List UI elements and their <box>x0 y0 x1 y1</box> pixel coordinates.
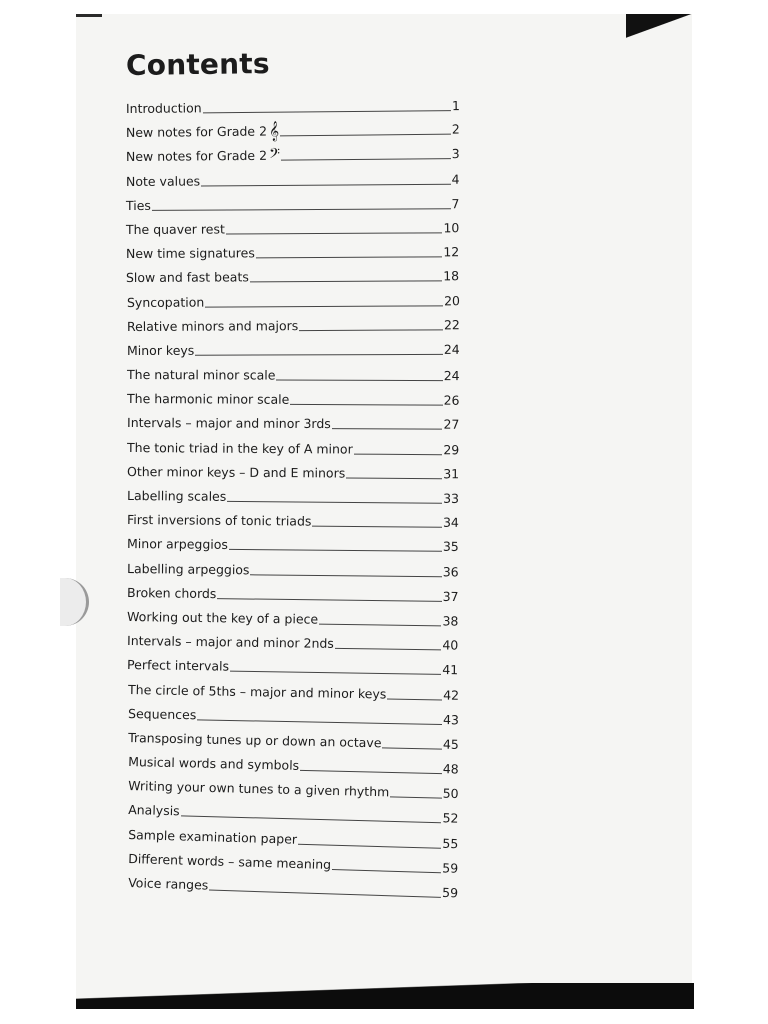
page-edge-shadow <box>76 14 102 17</box>
toc-entry-label: Sequences <box>127 705 197 722</box>
toc-entry-label: Broken chords <box>127 584 217 601</box>
toc-page-number: 27 <box>443 416 460 432</box>
toc-entry-label: Introduction <box>125 99 202 116</box>
toc-page-number: 45 <box>442 735 459 752</box>
toc-entry-label: The natural minor scale <box>126 366 276 383</box>
toc-entry-label: Ties <box>126 197 152 213</box>
toc-leader-line <box>276 380 442 382</box>
toc-leader-line <box>280 134 451 137</box>
toc-leader-line <box>250 281 442 283</box>
toc-entry-label: First inversions of tonic triads <box>127 511 312 529</box>
toc-entry <box>126 215 459 237</box>
toc-leader-line <box>203 110 451 113</box>
toc-page-number: 33 <box>443 490 460 506</box>
toc-leader-line <box>312 526 442 528</box>
toc-entry-label: Different words – same meaning <box>127 850 332 872</box>
toc-entry-label: Intervals – major and minor 2nds <box>127 632 335 651</box>
toc-entry-label: New time signatures <box>126 244 256 261</box>
toc-leader-line <box>387 698 442 700</box>
toc-entry-label: Minor arpeggios <box>127 535 229 552</box>
toc-entry-label: Voice ranges <box>128 874 209 893</box>
toc-entry-label: Sample examination paper <box>127 826 298 846</box>
toc-page-number: 24 <box>443 341 460 357</box>
toc-entry-label: The circle of 5ths – major and minor keys <box>127 681 386 701</box>
toc-page-number: 7 <box>451 195 460 211</box>
toc-page-number: 48 <box>442 760 459 777</box>
toc-page-number: 2 <box>451 121 460 137</box>
toc-leader-line <box>382 747 441 749</box>
toc-leader-line <box>354 453 443 455</box>
toc-leader-line <box>332 869 441 873</box>
toc-entry <box>126 117 460 140</box>
toc-page-number: 22 <box>443 316 460 332</box>
toc-entry <box>126 191 460 213</box>
toc-leader-line <box>332 429 443 431</box>
toc-leader-line <box>251 574 442 577</box>
toc-entry <box>127 483 459 506</box>
toc-leader-line <box>319 624 441 627</box>
toc-entry <box>127 386 460 408</box>
toc-leader-line <box>152 208 451 211</box>
toc-entry-label: The tonic triad in the key of A minor <box>126 439 353 456</box>
toc-entry-label: Minor keys <box>126 342 194 358</box>
toc-entry <box>126 93 460 116</box>
toc-leader-line <box>229 549 442 552</box>
page-title: Contents <box>125 46 270 83</box>
toc-entry <box>127 531 459 554</box>
toc-entry-label: Working out the key of a piece <box>127 608 319 627</box>
toc-page-number: 40 <box>442 637 459 653</box>
bass-clef-icon: 𝄢 <box>269 146 281 167</box>
toc-page-number: 38 <box>442 612 459 629</box>
toc-leader-line <box>335 648 442 650</box>
toc-leader-line <box>205 305 443 307</box>
toc-entry <box>127 556 459 579</box>
toc-page-number: 36 <box>442 563 459 579</box>
toc-leader-line <box>195 354 443 356</box>
toc-page-number: 41 <box>442 661 459 678</box>
toc-leader-line <box>346 477 442 479</box>
toc-entry <box>127 435 459 457</box>
toc-leader-line <box>227 501 442 504</box>
treble-clef-icon: 𝄞 <box>268 121 280 142</box>
toc-entry-label: Slow and fast beats <box>126 269 250 285</box>
toc-page-number: 24 <box>443 367 460 383</box>
toc-entry <box>127 362 460 383</box>
toc-entry-label: Syncopation <box>126 293 204 309</box>
toc-entry-label: Labelling scales <box>127 487 227 504</box>
toc-page-number: 20 <box>443 292 460 308</box>
toc-entry-label: Writing your own tunes to a given rhythm <box>127 777 390 800</box>
toc-entry-label: Other minor keys – D and E minors <box>126 463 346 480</box>
toc-page-number: 50 <box>442 785 459 801</box>
toc-entry-label: Labelling arpeggios <box>127 560 250 577</box>
toc-entry-label: New notes for Grade 2 <box>125 123 268 140</box>
toc-page-number: 26 <box>443 392 460 408</box>
toc-entry <box>126 288 459 310</box>
toc-page-number: 1 <box>451 97 460 113</box>
toc-entry <box>126 312 459 334</box>
toc-page-number: 37 <box>442 588 459 604</box>
toc-leader-line <box>390 797 441 799</box>
toc-entry <box>126 166 460 188</box>
toc-leader-line <box>201 183 450 186</box>
toc-entry-label: Musical words and symbols <box>127 753 300 773</box>
toc-entry-label: Intervals – major and minor 3rds <box>126 414 331 432</box>
toc-page-number: 4 <box>451 170 460 186</box>
toc-page-number: 59 <box>441 884 459 900</box>
scan-corner-shadow <box>626 14 694 48</box>
toc-page-number: 31 <box>443 465 460 481</box>
toc-entry-label: Transposing tunes up or down an octave <box>127 729 382 750</box>
toc-leader-line <box>299 329 443 331</box>
toc-page-number: 3 <box>451 145 460 162</box>
toc-page-number: 18 <box>443 268 460 284</box>
toc-page-number: 42 <box>442 686 459 702</box>
toc-page-number: 43 <box>442 711 459 727</box>
toc-entry-label: The quaver rest <box>126 220 226 237</box>
toc-page-number: 34 <box>443 514 460 530</box>
toc-page-number: 12 <box>443 243 460 259</box>
toc-page-number: 35 <box>442 538 459 554</box>
toc-leader-line <box>256 256 442 258</box>
toc-leader-line <box>281 159 451 161</box>
toc-entry <box>127 580 459 604</box>
toc-entry <box>127 337 460 358</box>
toc-entry <box>127 410 459 432</box>
toc-entry-label: Relative minors and majors <box>126 317 298 334</box>
toc-page-number: 52 <box>442 810 459 826</box>
toc-page-number: 59 <box>442 859 459 876</box>
toc-entry <box>127 507 459 530</box>
scan-bottom-shadow-right <box>520 990 694 1009</box>
toc-page-number: 55 <box>442 834 459 851</box>
toc-leader-line <box>218 598 442 602</box>
toc-entry-label: The harmonic minor scale <box>126 390 290 407</box>
toc-leader-line <box>226 232 443 234</box>
toc-page-number: 10 <box>443 219 460 235</box>
toc-entry <box>125 141 460 167</box>
toc-entry <box>126 239 459 261</box>
toc-page-number: 29 <box>443 441 460 457</box>
toc-leader-line <box>290 404 442 406</box>
toc-entry-label: Analysis <box>127 801 180 819</box>
toc-entry-label: Perfect intervals <box>127 656 230 674</box>
toc-entry <box>127 459 459 481</box>
toc-entry-label: New notes for Grade 2 <box>125 147 268 164</box>
toc-entry <box>126 264 459 286</box>
toc-entry-label: Note values <box>126 172 201 189</box>
